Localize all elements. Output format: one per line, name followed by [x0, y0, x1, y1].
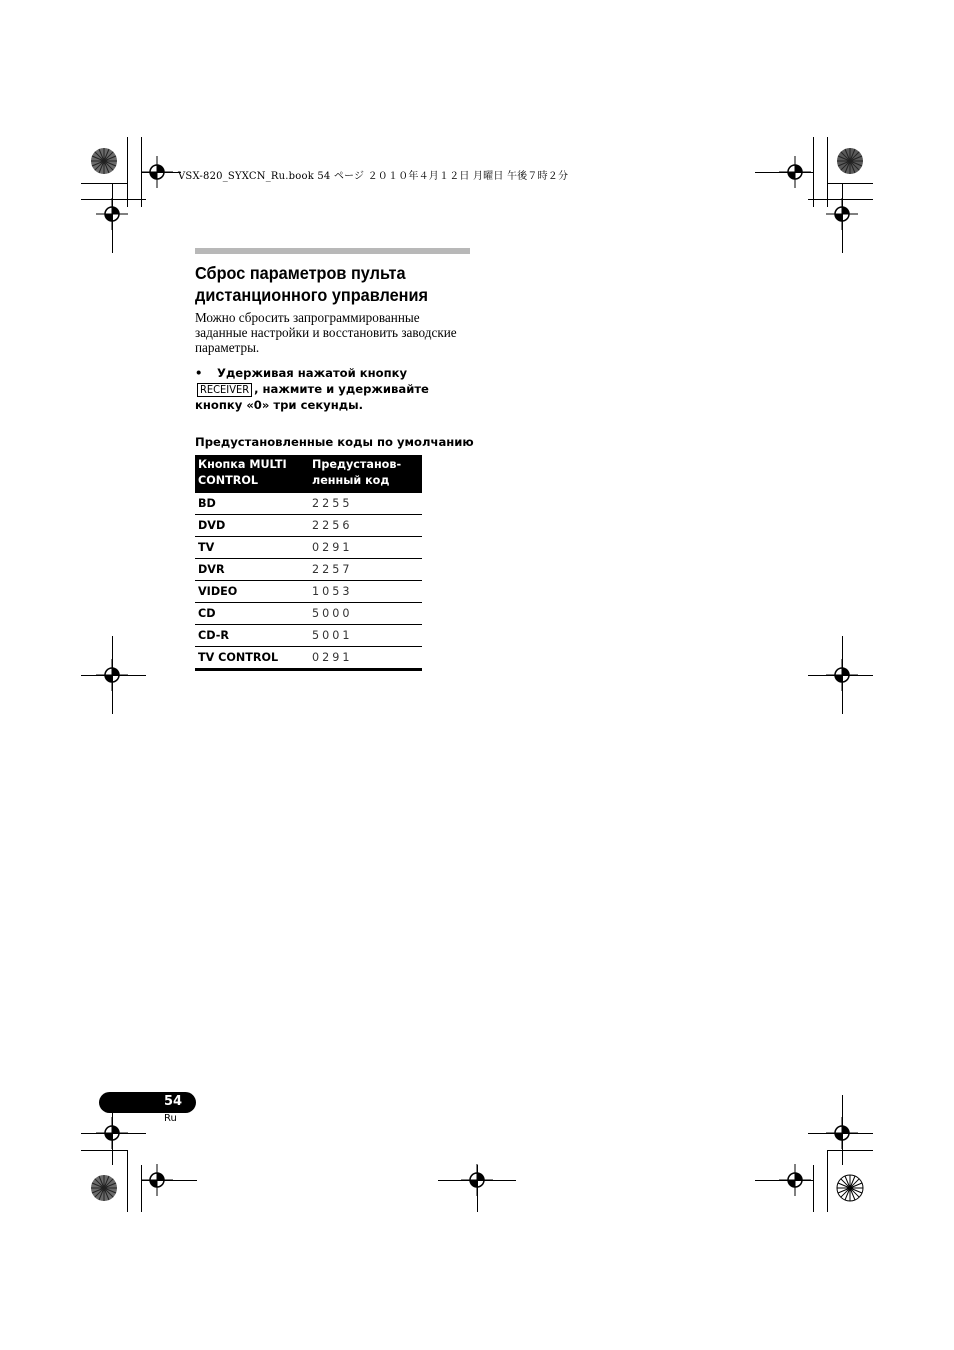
section-title-line1: Сброс параметров пульта	[195, 263, 406, 283]
registration-mark-icon	[96, 659, 128, 691]
page-number: 54	[164, 1094, 183, 1109]
table-row	[195, 537, 422, 559]
color-target-icon	[90, 1174, 118, 1202]
button-cell: CD	[195, 603, 309, 625]
section-title-line2: дистанционного управления	[195, 285, 428, 305]
step-text-after-key: , нажмите и удерживайте кнопку «0» три секунды.	[195, 382, 429, 412]
intro-paragraph: Можно сбросить запрограммированные заданные настройки и восстановить заводские параметры.	[195, 310, 457, 355]
registration-mark-icon	[826, 1117, 858, 1149]
code-cell: 5001	[309, 625, 422, 647]
registration-mark-icon	[96, 198, 128, 230]
book-header: VSX-820_SYXCN_Ru.book 54 ページ ２０１０年４月１２日 月曜日 午後７時２分	[178, 171, 569, 182]
page-language: Ru	[164, 1113, 177, 1124]
bullet: •	[195, 366, 203, 380]
step-instruction	[195, 365, 470, 413]
registration-mark-icon	[96, 1117, 128, 1149]
section-title-bar	[195, 248, 470, 254]
registration-mark-icon	[779, 156, 811, 188]
table-row	[195, 625, 422, 647]
button-cell: TV CONTROL	[195, 647, 309, 670]
table-row	[195, 581, 422, 603]
button-cell: DVR	[195, 559, 309, 581]
preset-codes-table	[195, 455, 422, 671]
button-cell: TV	[195, 537, 309, 559]
code-cell: 1053	[309, 581, 422, 603]
button-cell: BD	[195, 493, 309, 515]
button-cell: CD-R	[195, 625, 309, 647]
button-cell: DVD	[195, 515, 309, 537]
color-target-icon	[836, 147, 864, 175]
code-cell: 2255	[309, 493, 422, 515]
registration-mark-icon	[826, 198, 858, 230]
table-row	[195, 559, 422, 581]
code-cell: 0291	[309, 647, 422, 670]
code-cell: 2257	[309, 559, 422, 581]
button-cell: VIDEO	[195, 581, 309, 603]
table-row	[195, 493, 422, 515]
registration-mark-icon	[141, 156, 173, 188]
registration-mark-icon	[779, 1164, 811, 1196]
table-caption: Предустановленные коды по умолчанию	[195, 435, 474, 449]
receiver-key-label: RECEIVER	[197, 383, 252, 397]
color-target-icon	[90, 147, 118, 175]
registration-mark-icon	[461, 1164, 493, 1196]
color-target-icon	[836, 1174, 864, 1202]
column-header-code: Предустанов-ленный код	[309, 455, 422, 493]
main-content	[195, 248, 474, 671]
table-row	[195, 647, 422, 670]
section-title	[195, 262, 451, 306]
column-header-button: Кнопка MULTI CONTROL	[195, 455, 309, 493]
registration-mark-icon	[141, 1164, 173, 1196]
table-header-row	[195, 455, 422, 493]
code-cell: 2256	[309, 515, 422, 537]
code-cell: 0291	[309, 537, 422, 559]
step-text-before-key: Удерживая нажатой кнопку	[217, 366, 408, 380]
table-row	[195, 603, 422, 625]
table-row	[195, 515, 422, 537]
registration-mark-icon	[826, 659, 858, 691]
code-cell: 5000	[309, 603, 422, 625]
